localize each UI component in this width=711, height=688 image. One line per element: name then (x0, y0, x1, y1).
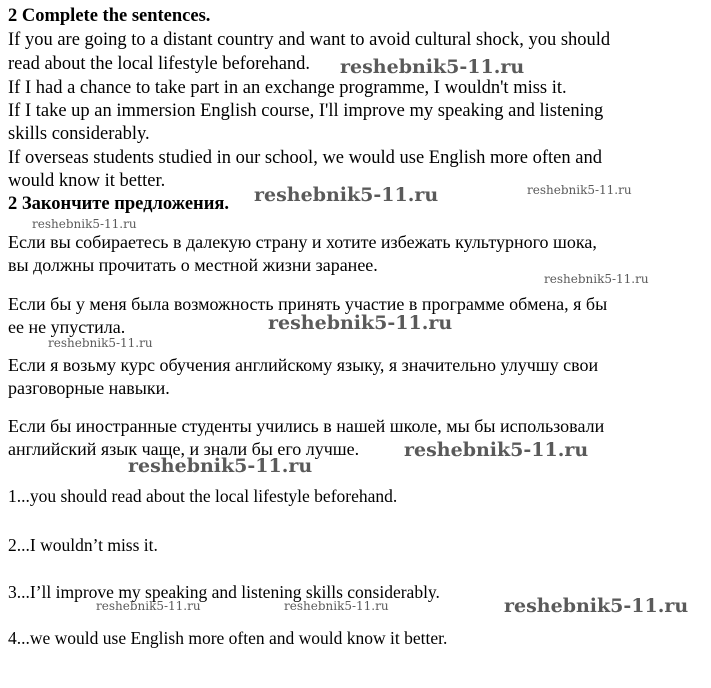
russian-line-2: вы должны прочитать о местной жизни заранее. (8, 255, 378, 275)
russian-line-1: Если вы собираетесь в далекую страну и хотите избежать культурного шока, (8, 232, 597, 252)
english-line-2: read about the local lifestyle beforehand. (8, 54, 311, 74)
watermark: reshebnik5-11.ru (340, 56, 525, 78)
watermark: reshebnik5-11.ru (48, 336, 153, 350)
russian-line-3: Если бы у меня была возможность принять участие в программе обмена, я бы (8, 294, 608, 314)
english-line-1: If you are going to a distant country and want to avoid cultural shock, you should (8, 30, 611, 50)
answer-2: 2...I wouldn’t miss it. (8, 535, 158, 555)
russian-line-7: Если бы иностранные студенты учились в нашей школе, мы бы использовали (8, 416, 605, 436)
english-line-4: If I take up an immersion English course, I'll improve my speaking and listening (8, 101, 604, 121)
russian-line-4: ее не упустила. (8, 317, 126, 337)
watermark: reshebnik5-11.ru (404, 439, 589, 461)
english-line-6: If overseas students studied in our school, we would use English more often and (8, 148, 602, 168)
answer-4: 4...we would use English more often and would know it better. (8, 628, 448, 648)
watermark: reshebnik5-11.ru (504, 595, 689, 617)
watermark: reshebnik5-11.ru (254, 184, 439, 206)
russian-line-5: Если я возьму курс обучения английскому языку, я значительно улучшу свои (8, 355, 599, 375)
watermark: reshebnik5-11.ru (32, 217, 137, 231)
watermark: reshebnik5-11.ru (96, 599, 201, 613)
english-line-3: If I had a chance to take part in an exchange programme, I wouldn't miss it. (8, 78, 567, 98)
answer-1: 1...you should read about the local lifestyle beforehand. (8, 486, 398, 506)
english-heading: 2 Complete the sentences. (8, 6, 211, 26)
watermark: reshebnik5-11.ru (544, 272, 649, 286)
watermark: reshebnik5-11.ru (527, 183, 632, 197)
watermark: reshebnik5-11.ru (268, 312, 453, 334)
answer-3: 3...I’ll improve my speaking and listening skills considerably. (8, 582, 440, 602)
english-line-5: skills considerably. (8, 124, 150, 144)
english-line-7: would know it better. (8, 171, 166, 191)
russian-line-8: английский язык чаще, и знали бы его лучше. (8, 439, 360, 459)
watermark: reshebnik5-11.ru (284, 599, 389, 613)
watermark: reshebnik5-11.ru (128, 455, 313, 477)
russian-heading: 2 Закончите предложения. (8, 194, 230, 214)
russian-line-6: разговорные навыки. (8, 378, 170, 398)
